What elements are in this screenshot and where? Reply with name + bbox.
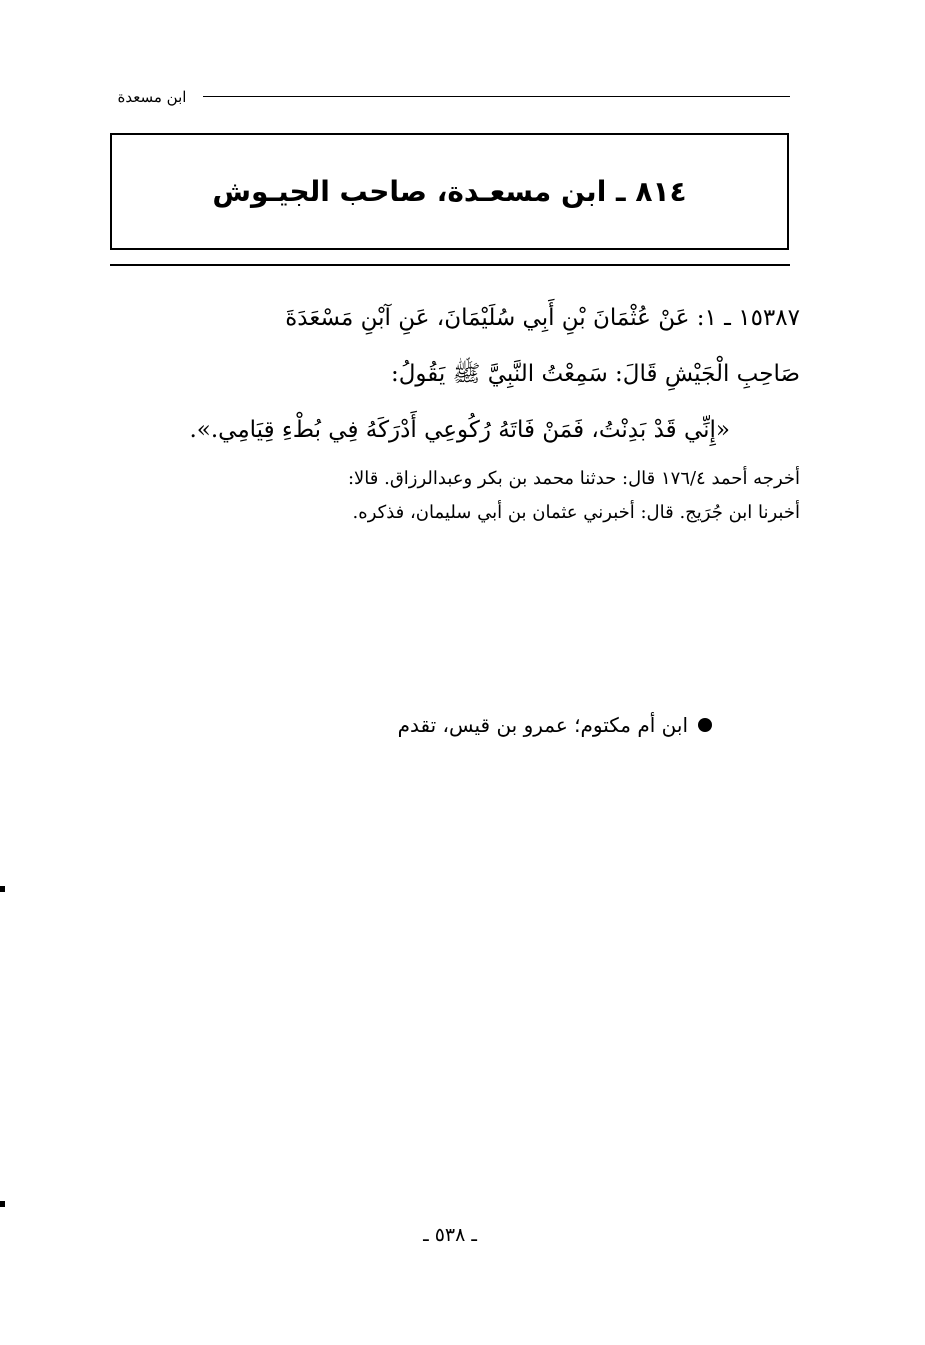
- margin-mark: [0, 1201, 5, 1207]
- cross-reference: [300, 710, 712, 740]
- hadith-line-1: ١٥٣٨٧ ـ ١: عَنْ عُثْمَانَ بْنِ أَبِي سُلَيْمَانَ، عَنِ آبْنِ مَسْعَدَةَ: [285, 305, 800, 331]
- cross-reference-text: ابن أم مكتوم؛ عمرو بن قيس، تقدم: [397, 713, 688, 737]
- running-header-title: ابن مسعدة: [117, 88, 187, 106]
- running-header: [108, 88, 790, 112]
- title-divider: [110, 264, 790, 266]
- hadith-line-2: صَاحِبِ الْجَيْشِ قَالَ: سَمِعْتُ النَّبِيَّ ﷺ يَقُولُ:: [390, 361, 800, 387]
- header-rule: [203, 96, 790, 97]
- hadith-text: [100, 290, 800, 458]
- page-number: ـ ٥٣٨ ـ: [423, 1224, 477, 1246]
- entry-title: ٨١٤ ـ ابن مسعـدة، صاحب الجيـوش: [212, 175, 687, 208]
- margin-mark: [0, 886, 5, 892]
- hadith-line-3: «إِنِّي قَدْ بَدِنْتُ، فَمَنْ فَاتَهُ رُكُوعِي أَدْرَكَهُ فِي بُطْءِ قِيَامِي.».: [189, 417, 730, 443]
- entry-title-box: [110, 133, 789, 250]
- takhrij-line-1: أخرجه أحمد ١٧٦/٤ قال: حدثنا محمد بن بكر وعبدالرزاق. قالا:: [347, 468, 800, 489]
- takhrij-note: [100, 462, 800, 530]
- takhrij-line-2: أخبرنا ابن جُرَيج. قال: أخبرني عثمان بن أبي سليمان، فذكره.: [352, 502, 800, 523]
- bullet-icon: [698, 718, 712, 732]
